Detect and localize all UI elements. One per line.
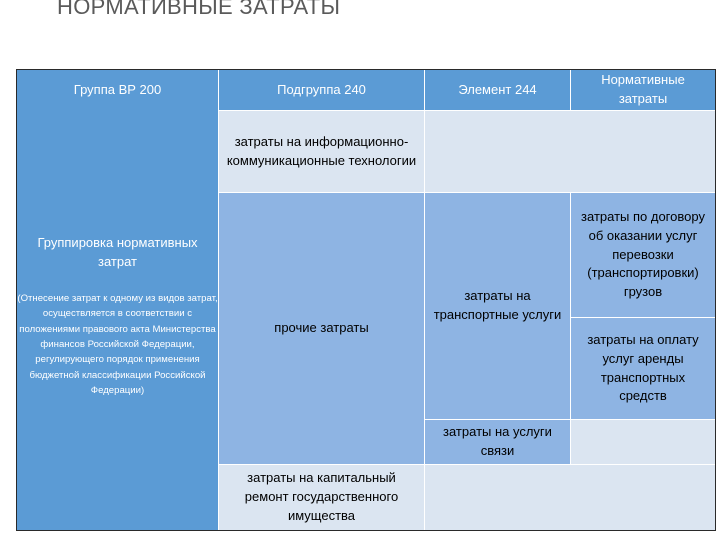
capital-repair-cell: затраты на капитальный ремонт государственного имущества — [219, 465, 424, 530]
cost-grouping-note: (Отнесение затрат к одному из видов затрат, осуществляется в соответствии с положениями правового акта Министерства финансов Российской Федерации, регулирующего порядок применения бюджетной классификации Российской Федерации) — [17, 293, 218, 397]
communication-empty-cell — [571, 420, 715, 464]
header-normative-costs: Нормативные затраты — [571, 70, 715, 110]
ict-empty-cell — [425, 111, 715, 192]
header-subgroup: Подгруппа 240 — [219, 70, 424, 110]
other-costs-cell: прочие затраты — [219, 193, 424, 464]
ict-costs-cell: затраты на информационно-коммуникационные технологии — [219, 111, 424, 192]
capital-repair-empty-cell — [425, 465, 715, 530]
transport-services-cell: затраты на транспортные услуги — [425, 193, 570, 419]
transport-contract-cell: затраты по договору об оказании услуг перевозки (транспортировки) грузов — [571, 193, 715, 317]
transport-rent-cell: затраты на оплату услуг аренды транспортных средств — [571, 318, 715, 419]
communication-services-cell: затраты на услуги связи — [425, 420, 570, 464]
page-title: НОРМАТИВНЫЕ ЗАТРАТЫ — [57, 0, 341, 19]
header-group-vr: Группа ВР 200 — [17, 70, 218, 110]
cost-grouping-block — [17, 110, 218, 530]
header-element: Элемент 244 — [425, 70, 570, 110]
cost-grouping-title: Группировка нормативных затрат — [37, 235, 198, 269]
